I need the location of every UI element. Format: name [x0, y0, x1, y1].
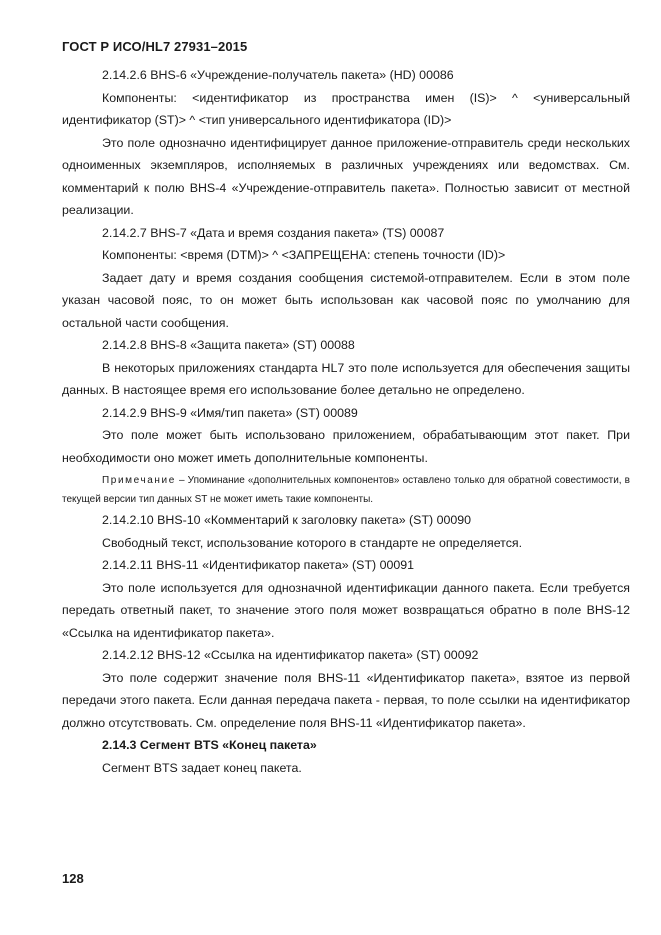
- paragraph-bhs-6-components: Компоненты: <идентификатор из пространства имен (IS)> ^ <универсальный идентификатор (ST)> ^ <тип универсального идентификатора (ID)>: [62, 90, 630, 127]
- section-heading-bhs-6: 2.14.2.6 BHS-6 «Учреждение-получатель пакета» (HD) 00086: [102, 68, 454, 82]
- note-bhs-9: [62, 469, 630, 509]
- note-label: Примечание: [102, 475, 176, 486]
- paragraph-bhs-7-components: Компоненты: <время (DTM)> ^ <ЗАПРЕЩЕНА: степень точности (ID)>: [102, 248, 506, 262]
- paragraph-bhs-6-description: Это поле однозначно идентифицирует данное приложение-отправитель среди нескольких одноименных экземпляров, исполняемых в различных учреждениях или ведомствах. См. комментарий к полю BHS-4 «Учреждение-отправитель пакета». Полностью зависит от местной реализации.: [62, 135, 630, 217]
- section-heading-bhs-8: 2.14.2.8 BHS-8 «Защита пакета» (ST) 00088: [102, 338, 355, 352]
- paragraph-bhs-8-description: В некоторых приложениях стандарта HL7 это поле используется для обеспечения защиты данных. В настоящее время его использование более детально не определено.: [62, 360, 630, 397]
- section-heading-bhs-11: 2.14.2.11 BHS-11 «Идентификатор пакета» (ST) 00091: [102, 558, 415, 572]
- paragraph-bhs-9-description: Это поле может быть использовано приложением, обрабатывающим этот пакет. При необходимости оно может иметь дополнительные компоненты.: [62, 428, 630, 465]
- paragraph-bts-description: Сегмент BTS задает конец пакета.: [102, 760, 302, 775]
- paragraph-bhs-11-description: Это поле используется для однозначной идентификации данного пакета. Если требуется передать ответный пакет, то значение этого поля может возвращаться обратно в поле BHS-12 «Ссылка на идентификатор пакета».: [62, 580, 630, 640]
- paragraph-bhs-7-description: Задает дату и время создания сообщения системой-отправителем. Если в этом поле указан часовой пояс, то он может быть использован как часовой пояс по умолчанию для остальной части сообщения.: [62, 270, 630, 330]
- section-heading-bhs-10: 2.14.2.10 BHS-10 «Комментарий к заголовку пакета» (ST) 00090: [102, 513, 472, 527]
- note-text: – Упоминание «дополнительных компонентов» оставлено только для обратной совестимости, в текущей версии тип данных ST не может иметь такие компоненты.: [62, 475, 630, 505]
- section-heading-bts: 2.14.3 Сегмент BTS «Конец пакета»: [102, 738, 317, 752]
- document-body: [62, 64, 630, 779]
- section-heading-bhs-9: 2.14.2.9 BHS-9 «Имя/тип пакета» (ST) 00089: [102, 405, 358, 420]
- section-heading-bhs-12: 2.14.2.12 BHS-12 «Ссылка на идентификатор пакета» (ST) 00092: [102, 648, 479, 662]
- page-number: 128: [62, 871, 84, 886]
- section-heading-bhs-7: 2.14.2.7 BHS-7 «Дата и время создания пакета» (TS) 00087: [102, 225, 445, 240]
- paragraph-bhs-12-description: Это поле содержит значение поля BHS-11 «Идентификатор пакета», взятое из первой передачи этого пакета. Если данная передача пакета - первая, то поле ссылки на идентификатор должно отсутствовать. См. определение поля BHS-11 «Идентификатор пакета».: [62, 670, 630, 730]
- paragraph-bhs-10-description: Свободный текст, использование которого в стандарте не определяется.: [102, 535, 523, 550]
- document-header-title: ГОСТ Р ИСО/HL7 27931–2015: [62, 39, 248, 54]
